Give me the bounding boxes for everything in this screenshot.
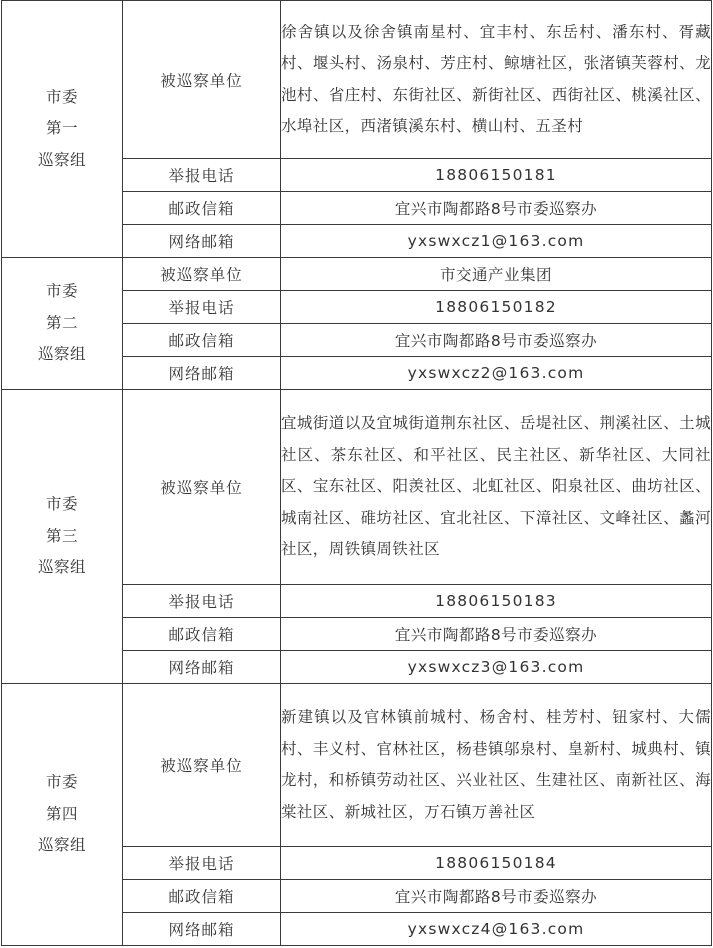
units-value: 宜城街道以及宜城街道荆东社区、岳堤社区、荆溪社区、土城社区、茶东社区、和平社区、民主社区、新华社区、大同社区、宝东社区、阳羡社区、北虹社区、阳泉社区、曲坊社区、城南社区、碓坊社区、宜北社区、下漳社区、文峰社区、蠡河社区，周铁镇周铁社区	[281, 390, 712, 585]
mail-value: 宜兴市陶都路8号市委巡察办	[281, 618, 712, 651]
group-3-name	[2, 390, 123, 684]
group-1-units-row	[2, 1, 712, 159]
group-4-units-row	[2, 684, 712, 847]
mail-value: 宜兴市陶都路8号市委巡察办	[281, 324, 712, 357]
group-name-line: 巡察组	[37, 150, 86, 169]
group-name-line: 市委	[45, 773, 78, 792]
group-name-line: 市委	[45, 282, 78, 301]
email-value: yxswxcz4@163.com	[281, 913, 712, 946]
mail-label: 邮政信箱	[123, 192, 281, 225]
units-value: 徐舍镇以及徐舍镇南星村、宜丰村、东岳村、潘东村、胥藏村、堰头村、汤泉村、芳庄村、鲸塘社区，张渚镇芙蓉村、龙池村、省庄村、东街社区、新街社区、西街社区、桃溪社区、水埠社区，西渚镇溪东村、横山村、五圣村	[281, 1, 712, 159]
group-3-units-row	[2, 390, 712, 585]
phone-value: 18806150183	[281, 585, 712, 618]
phone-label: 举报电话	[123, 847, 281, 880]
group-name-line: 第二	[45, 313, 78, 332]
group-4-name	[2, 684, 123, 946]
phone-value: 18806150184	[281, 847, 712, 880]
units-value: 市交通产业集团	[281, 258, 712, 291]
mail-value: 宜兴市陶都路8号市委巡察办	[281, 880, 712, 913]
units-value: 新建镇以及官林镇前城村、杨舍村、桂芳村、钮家村、大儒村、丰义村、官林社区，杨巷镇邬泉村、皇新村、城典村、镇龙村，和桥镇劳动社区、兴业社区、生建社区、南新社区、海棠社区、新城社区，万石镇万善社区	[281, 684, 712, 847]
group-1-name	[2, 1, 123, 258]
units-label: 被巡察单位	[123, 390, 281, 585]
email-label: 网络邮箱	[123, 357, 281, 390]
email-label: 网络邮箱	[123, 651, 281, 684]
phone-label: 举报电话	[123, 291, 281, 324]
phone-label: 举报电话	[123, 585, 281, 618]
email-value: yxswxcz1@163.com	[281, 225, 712, 258]
group-name-line: 市委	[45, 87, 78, 106]
group-name-line: 市委	[45, 495, 78, 514]
units-label: 被巡察单位	[123, 684, 281, 847]
units-label: 被巡察单位	[123, 1, 281, 159]
inspection-groups-table	[1, 0, 712, 946]
mail-label: 邮政信箱	[123, 618, 281, 651]
group-name-line: 第四	[45, 804, 78, 823]
email-label: 网络邮箱	[123, 913, 281, 946]
phone-label: 举报电话	[123, 159, 281, 192]
email-label: 网络邮箱	[123, 225, 281, 258]
mail-label: 邮政信箱	[123, 324, 281, 357]
group-name-line: 巡察组	[37, 836, 86, 855]
phone-value: 18806150182	[281, 291, 712, 324]
mail-label: 邮政信箱	[123, 880, 281, 913]
group-name-line: 巡察组	[37, 345, 86, 364]
units-label: 被巡察单位	[123, 258, 281, 291]
group-2-name	[2, 258, 123, 390]
email-value: yxswxcz3@163.com	[281, 651, 712, 684]
mail-value: 宜兴市陶都路8号市委巡察办	[281, 192, 712, 225]
group-name-line: 巡察组	[37, 558, 86, 577]
email-value: yxswxcz2@163.com	[281, 357, 712, 390]
phone-value: 18806150181	[281, 159, 712, 192]
group-name-line: 第三	[45, 526, 78, 545]
group-2-units-row	[2, 258, 712, 291]
group-name-line: 第一	[45, 119, 78, 138]
